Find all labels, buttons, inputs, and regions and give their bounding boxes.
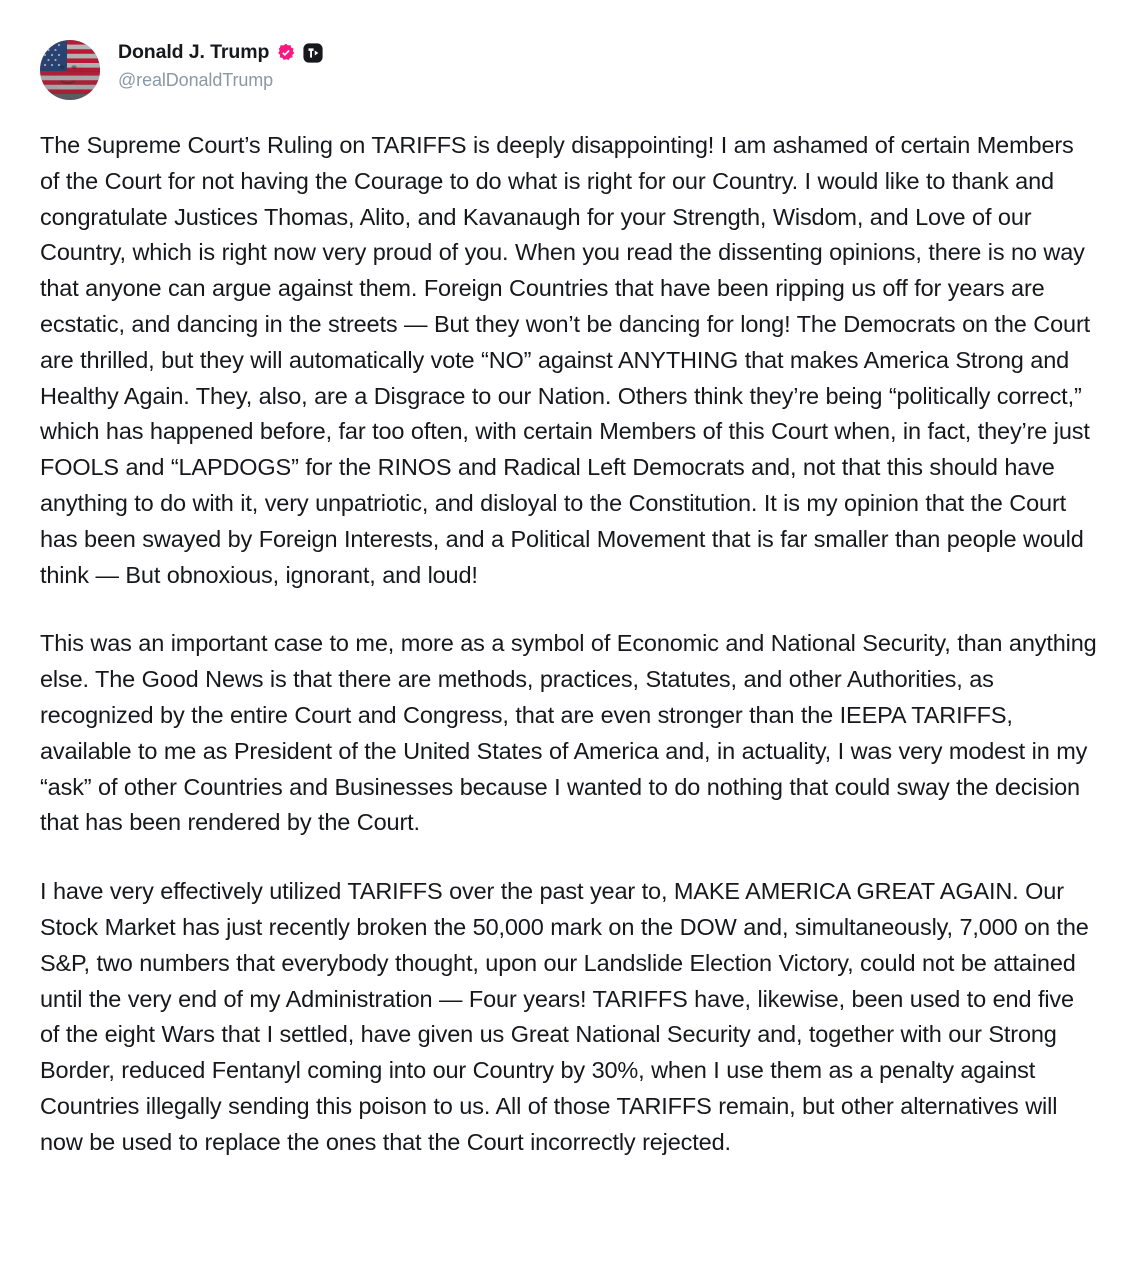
post-body — [40, 128, 1100, 1161]
avatar[interactable] — [40, 40, 100, 100]
author-display-name[interactable]: Donald J. Trump — [118, 41, 270, 64]
author-identity — [118, 40, 323, 91]
author-handle[interactable]: @realDonaldTrump — [118, 70, 274, 90]
truth-social-app-icon — [303, 43, 323, 63]
post-header — [40, 40, 1100, 100]
name-row — [118, 43, 323, 63]
verified-checkmark-icon — [276, 43, 296, 63]
post-paragraph: This was an important case to me, more as a symbol of Economic and National Security, than anything else. The Good News is that there are methods, practices, Statutes, and other Authorities, as recognized by the entire Court and Congress, that are even stronger than the IEEPA TARIFFS, available to me as President of the United States of America and, in actuality, I was very modest in my “ask” of other Countries and Businesses because I wanted to do nothing that could sway the decision that has been rendered by the Court. — [40, 630, 1097, 836]
post-paragraph: The Supreme Court’s Ruling on TARIFFS is deeply disappointing! I am ashamed of certain Members of the Court for not having the Courage to do what is right for our Country. I would like to thank and congratulate Justices Thomas, Alito, and Kavanaugh for your Strength, Wisdom, and Love of our Country, which is right now very proud of you. When you read the dissenting opinions, there is no way that anyone can argue against them. Foreign Countries that have been ripping us off for years are ecstatic, and dancing in the streets — But they won’t be dancing for long! The Democrats on the Court are thrilled, but they will automatically vote “NO” against ANYTHING that makes America Strong and Healthy Again. They, also, are a Disgrace to our Nation. Others think they’re being “politically correct,” which has happened before, far too often, with certain Members of this Court when, in fact, they’re just FOOLS and “LAPDOGS” for the RINOS and Radical Left Democrats and, not that this should have anything to do with it, very unpatriotic, and disloyal to the Constitution. It is my opinion that the Court has been swayed by Foreign Interests, and a Political Movement that is far smaller than people would think — But obnoxious, ignorant, and loud! — [40, 132, 1091, 588]
post-paragraph: I have very effectively utilized TARIFFS over the past year to, MAKE AMERICA GREAT AGAIN. Our Stock Market has just recently broken the 50,000 mark on the DOW and, simultaneously, 7,000 on the S&P, two numbers that everybody thought, upon our Landslide Election Victory, could not be attained until the very end of my Administration — Four years! TARIFFS have, likewise, been used to end five of the eight Wars that I settled, have given us Great National Security and, together with our Strong Border, reduced Fentanyl coming into our Country by 30%, when I use them as a penalty against Countries illegally sending this poison to us. All of those TARIFFS remain, but other alternatives will now be used to replace the ones that the Court incorrectly rejected. — [40, 878, 1089, 1155]
